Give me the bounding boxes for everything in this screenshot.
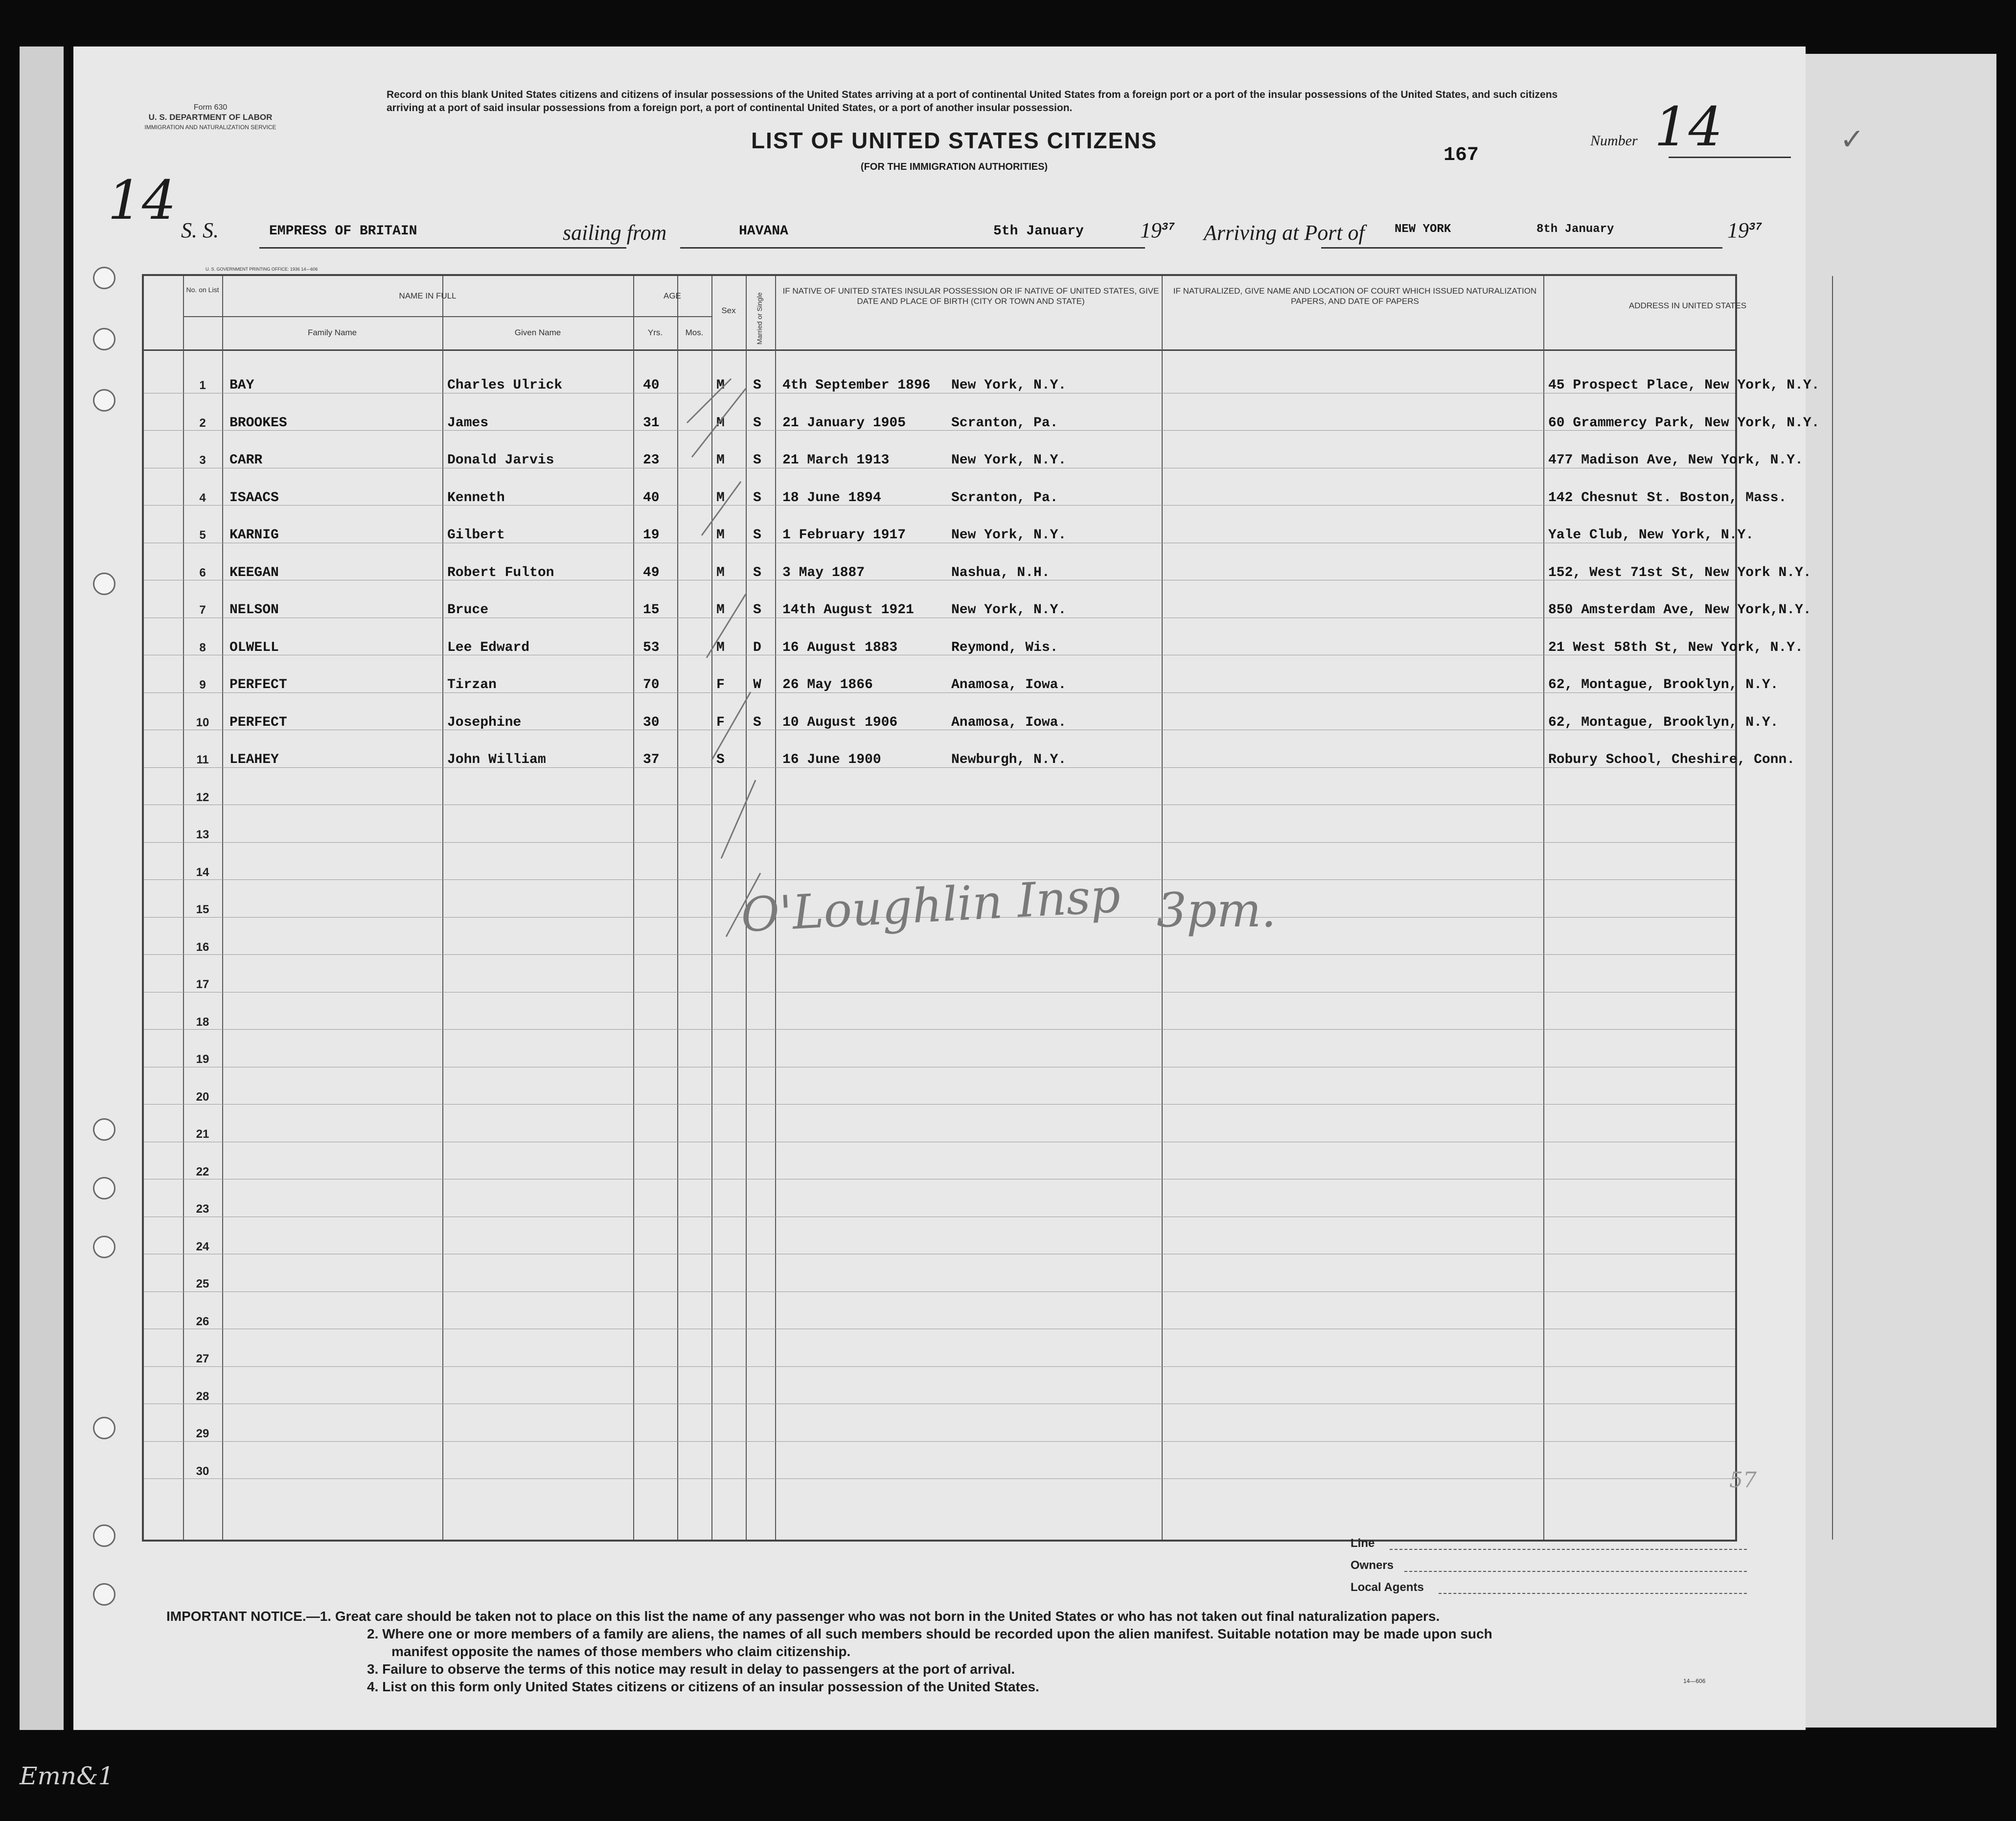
row-rule [144,767,1735,768]
arriving-label: Arriving at Port of [1204,221,1365,245]
birth-date-cell: 10 August 1906 [782,715,898,730]
family-name-cell: BAY [229,378,254,393]
birth-date-cell: 18 June 1894 [782,490,881,506]
row-rule [144,1441,1735,1442]
arrival-year-prefix: 19 [1727,218,1749,242]
birth-place-cell: Anamosa, Iowa. [951,715,1067,730]
family-name-cell: LEAHEY [229,752,279,767]
address-cell: 21 West 58th St, New York, N.Y. [1548,640,1803,655]
age-cell: 40 [643,378,660,393]
row-number: 2 [199,416,206,430]
binder-hole [93,1583,115,1606]
date-underline [988,247,1145,249]
header-bottom-rule [144,349,1735,351]
binder-hole [93,573,115,595]
binder-edge [20,46,64,1730]
address-cell: 60 Grammercy Park, New York, N.Y. [1548,415,1820,431]
header-birth: IF NATIVE OF UNITED STATES INSULAR POSSESSION OR IF NATIVE OF UNITED STATES, GIVE DATE AND PLACE OF BIRTH (CITY OR TOWN AND STATE) [782,286,1159,306]
form-title: LIST OF UNITED STATES CITIZENS [751,128,1158,153]
line-label: Line [1351,1537,1375,1550]
ss-label: S. S. [181,218,219,242]
row-number: 8 [199,641,206,654]
ship-underline [259,247,626,249]
instruction-text: Record on this blank United States citizens and citizens of insular possessions of the United States arriving at a port of continental United States from a foreign port or a port of the insular possessions of the United States, and such citizens arriving at a port of said insular possessions from a foreign port, a port of continental United States, or a port of another insular possession. [387,89,1558,114]
family-name-cell: ISAACS [229,490,279,506]
birth-place-cell: New York, N.Y. [951,378,1067,393]
row-number: 27 [196,1352,209,1365]
binder-hole [93,389,115,412]
age-cell: 37 [643,752,660,767]
age-cell: 15 [643,602,660,618]
col-divider [442,276,443,1540]
birth-place-cell: Reymond, Wis. [951,640,1058,655]
owners-underline [1404,1571,1747,1572]
birth-place-cell: Scranton, Pa. [951,490,1058,506]
row-number: 18 [196,1015,209,1029]
birth-date-cell: 14th August 1921 [782,602,914,618]
header-given-name: Given Name [514,328,561,337]
departure-date: 5th January [993,224,1084,239]
notice-1: Great care should be taken not to place on this list the name of any passenger who was not born in the United States or who has not taken out final naturalization papers. [335,1609,1440,1624]
row-number: 5 [199,529,206,542]
row-rule [144,954,1735,955]
age-cell: 19 [643,528,660,543]
marital-status-cell: S [753,715,761,730]
header-sex: Sex [721,306,736,315]
row-number: 13 [196,828,209,841]
row-number: 28 [196,1389,209,1403]
binder-hole [93,1524,115,1547]
row-number: 4 [199,491,206,505]
address-cell: 152, West 71st St, New York N.Y. [1548,565,1811,580]
notice-3: 3. Failure to observe the terms of this notice may result in delay to passengers at the port of arrival. [367,1661,1015,1677]
col-divider [1832,276,1833,1540]
row-number: 7 [199,603,206,617]
binder-hole [93,267,115,289]
birth-place-cell: New York, N.Y. [951,602,1067,618]
address-cell: 477 Madison Ave, New York, N.Y. [1548,453,1803,468]
marital-status-cell: S [753,415,761,431]
header-naturalized: IF NATURALIZED, GIVE NAME AND LOCATION OF COURT WHICH ISSUED NATURALIZATION PAPERS, AND DATE OF PAPERS [1173,286,1537,306]
binder-hole [93,1236,115,1258]
arrival-underline [1321,247,1722,249]
header-yrs: Yrs. [647,328,663,337]
birth-date-cell: 21 January 1905 [782,415,906,431]
form-code: 14—606 [1683,1678,1706,1684]
family-name-cell: KARNIG [229,528,279,543]
birth-date-cell: 1 February 1917 [782,528,906,543]
address-cell: Robury School, Cheshire, Conn. [1548,752,1795,767]
row-number: 29 [196,1427,209,1440]
notice-2a: 2. Where one or more members of a family are aliens, the names of all such members should be recorded upon the alien manifest. Suitable notation may be made upon such [367,1626,1492,1641]
birth-date-cell: 16 August 1883 [782,640,898,655]
header-married-single: Married or Single [756,292,763,345]
ship-name: EMPRESS OF BRITAIN [269,224,417,239]
row-number: 10 [196,715,209,729]
number-value: 14 [1654,95,1723,158]
given-name-cell: Bruce [447,602,489,618]
header-rule [183,316,711,317]
form-id-block [117,103,303,132]
address-cell: 62, Montague, Brooklyn, N.Y. [1548,715,1779,730]
given-name-cell: Gilbert [447,528,505,543]
birth-place-cell: Newburgh, N.Y. [951,752,1067,767]
row-number: 11 [196,753,209,766]
sex-cell: M [716,453,725,468]
age-cell: 70 [643,677,660,692]
address-cell: Yale Club, New York, N.Y. [1548,528,1754,543]
sex-cell: M [716,528,725,543]
marital-status-cell: S [753,453,761,468]
birth-place-cell: New York, N.Y. [951,528,1067,543]
row-rule [144,1366,1735,1367]
marital-status-cell: W [753,677,761,692]
col-divider [633,276,634,1540]
agents-label: Local Agents [1351,1581,1424,1594]
birth-place-cell: Nashua, N.H. [951,565,1050,580]
birth-date-cell: 16 June 1900 [782,752,881,767]
sex-cell: S [716,752,725,767]
sex-cell: M [716,378,725,393]
binder-hole [93,1177,115,1199]
row-number: 30 [196,1464,209,1478]
binder-hole [93,328,115,350]
birth-date-cell: 3 May 1887 [782,565,865,580]
sex-cell: M [716,565,725,580]
bottom-scrawl: Emn&1 [20,1762,114,1790]
age-cell: 40 [643,490,660,506]
sex-cell: M [716,602,725,618]
family-name-cell: NELSON [229,602,279,618]
col-divider [1543,276,1544,1540]
notice-2b: manifest opposite the names of those members who claim citizenship. [391,1644,851,1659]
header-family-name: Family Name [307,328,357,337]
header-address: ADDRESS IN UNITED STATES [1628,301,1747,310]
marital-status-cell: S [753,602,761,618]
marital-status-cell: S [753,565,761,580]
col-divider [222,276,223,1540]
passenger-table [142,274,1820,1542]
address-cell: 62, Montague, Brooklyn, N.Y. [1548,677,1779,692]
family-name-cell: BROOKES [229,415,287,431]
number-underline [1669,157,1791,158]
signature-time: 3pm. [1157,883,1277,938]
col-divider [183,276,184,1540]
family-name-cell: KEEGAN [229,565,279,580]
binder-hole [93,1417,115,1439]
notice-4: 4. List on this form only United States citizens or citizens of an insular possession of the United States. [367,1679,1039,1694]
from-underline [680,247,993,249]
department-name: U. S. DEPARTMENT OF LABOR [148,113,273,122]
row-rule [144,1291,1735,1292]
arrival-date: 8th January [1536,223,1614,236]
inspector-signature: O'Loughlin Insp [739,868,1122,943]
manifest-page [73,46,1820,1730]
marital-status-cell: S [753,378,761,393]
birth-date-cell: 4th September 1896 [782,378,931,393]
row-number: 23 [196,1202,209,1216]
birth-place-cell: Scranton, Pa. [951,415,1058,431]
row-number: 19 [196,1053,209,1066]
service-name: IMMIGRATION AND NATURALIZATION SERVICE [144,124,276,131]
page-mark: 57 [1729,1468,1757,1493]
number-field [1590,95,1723,158]
header-age: AGE [664,291,681,300]
row-rule [144,1478,1735,1479]
marital-status-cell: S [753,528,761,543]
row-number: 24 [196,1240,209,1253]
given-name-cell: John William [447,752,546,767]
marital-status-cell: D [753,640,761,655]
row-number: 22 [196,1165,209,1178]
row-rule [144,1029,1735,1030]
age-cell: 30 [643,715,660,730]
age-cell: 31 [643,415,660,431]
age-cell: 23 [643,453,660,468]
row-rule [144,692,1735,693]
address-cell: 850 Amsterdam Ave, New York,N.Y. [1548,602,1811,618]
from-port: HAVANA [739,224,788,239]
header-name-in-full: NAME IN FULL [399,291,457,300]
family-name-cell: PERFECT [229,715,287,730]
sailing-from-label: sailing from [563,221,667,245]
sex-cell: M [716,640,725,655]
arrival-port: NEW YORK [1395,223,1451,236]
row-number: 9 [199,678,206,692]
page-back-mark: ✓ [1840,123,1865,156]
stamp-number: 167 [1443,144,1479,166]
given-name-cell: Donald Jarvis [447,453,554,468]
address-cell: 142 Chesnut St. Boston, Mass. [1548,490,1787,506]
agents-underline [1439,1593,1747,1594]
row-number: 12 [196,790,209,804]
form-number: Form 630 [193,103,228,112]
important-notice [166,1608,1781,1696]
row-number: 6 [199,566,206,579]
row-number: 20 [196,1090,209,1104]
marital-status-cell: S [753,490,761,506]
owners-label: Owners [1351,1559,1394,1572]
given-name-cell: Tirzan [447,677,497,692]
row-rule [144,430,1735,431]
family-name-cell: OLWELL [229,640,279,655]
row-number: 14 [196,865,209,879]
notice-title: IMPORTANT NOTICE.—1. [166,1609,332,1624]
age-cell: 53 [643,640,660,655]
birth-place-cell: New York, N.Y. [951,453,1067,468]
header-no-on-list: No. on List [186,286,219,294]
address-cell: 45 Prospect Place, New York, N.Y. [1548,378,1820,393]
age-cell: 49 [643,565,660,580]
given-name-cell: Charles Ulrick [447,378,563,393]
row-number: 17 [196,978,209,991]
birth-place-cell: Anamosa, Iowa. [951,677,1067,692]
sex-cell: M [716,415,725,431]
arrival-year-field [1727,218,1762,243]
row-number: 3 [199,454,206,467]
departure-year: 37 [1162,221,1175,233]
form-subtitle: (FOR THE IMMIGRATION AUTHORITIES) [860,161,1048,172]
given-name-cell: Lee Edward [447,640,530,655]
given-name-cell: James [447,415,489,431]
header-mos: Mos. [685,328,704,337]
binder-hole [93,1118,115,1141]
birth-date-cell: 26 May 1866 [782,677,873,692]
given-name-cell: Josephine [447,715,522,730]
number-label: Number [1590,133,1638,149]
given-name-cell: Kenneth [447,490,505,506]
row-rule [144,842,1735,843]
sex-cell: F [716,677,725,692]
family-name-cell: PERFECT [229,677,287,692]
margin-note: 14 [108,169,176,231]
arrival-year: 37 [1749,221,1762,233]
row-rule [144,505,1735,506]
family-name-cell: CARR [229,453,263,468]
row-number: 16 [196,940,209,954]
row-number: 26 [196,1314,209,1328]
row-number: 25 [196,1277,209,1291]
row-number: 1 [199,379,206,392]
year-prefix: 19 [1140,218,1162,242]
sex-cell: M [716,490,725,506]
row-rule [144,1104,1735,1105]
row-number: 21 [196,1128,209,1141]
printing-note: U. S. GOVERNMENT PRINTING OFFICE: 1936 14—606 [206,267,318,272]
line-underline [1390,1549,1747,1550]
departure-year-field [1140,218,1174,243]
row-number: 15 [196,903,209,916]
given-name-cell: Robert Fulton [447,565,554,580]
birth-date-cell: 21 March 1913 [782,453,890,468]
sex-cell: F [716,715,725,730]
